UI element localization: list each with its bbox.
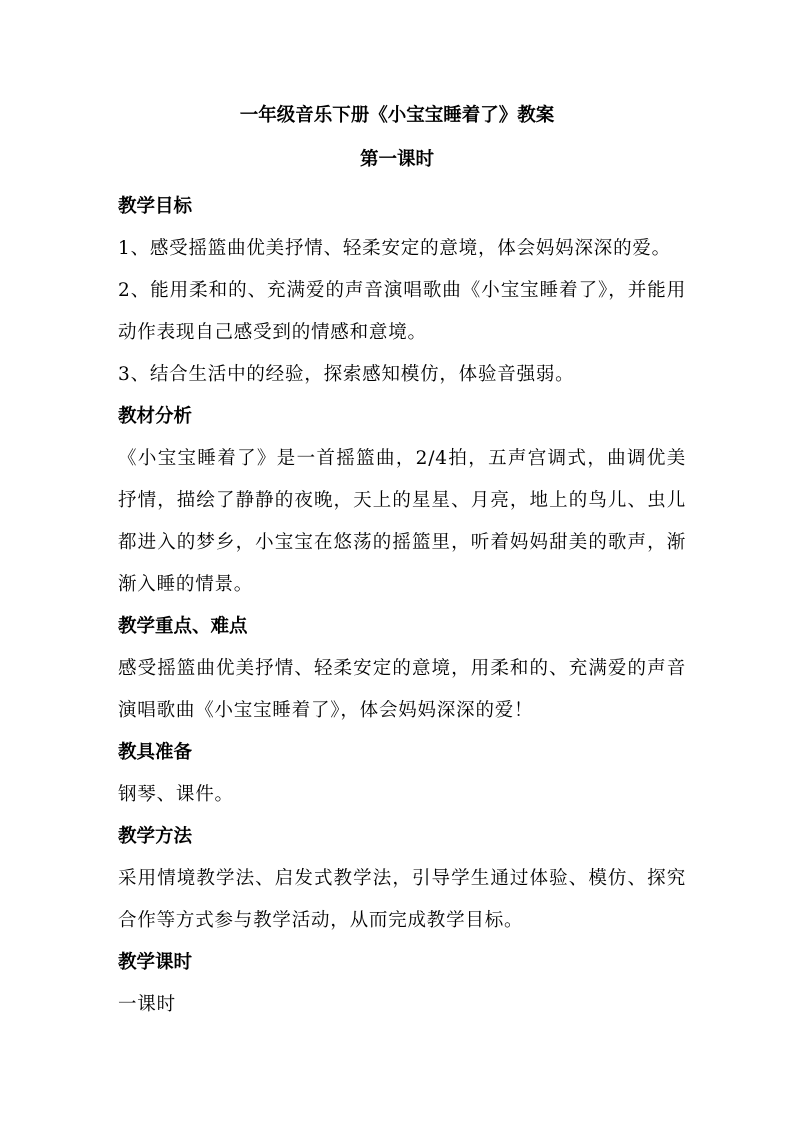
document-subtitle: 第一课时 [359, 149, 434, 170]
materials-paragraph: 钢琴、课件。 [118, 784, 234, 805]
analysis-paragraph: 《小宝宝睡着了》是一首摇篮曲，2/4拍，五声宫调式，曲调优美抒情，描绘了静静的夜晚，天上的星星、月亮，地上的鸟儿、虫儿都进入的梦乡，小宝宝在悠荡的摇篮里，听着妈妈甜美的歌声，渐渐入睡的情景。 [118, 448, 686, 595]
section-heading-materials: 教具准备 [118, 742, 193, 763]
objective-item-3: 3、结合生活中的经验，探索感知模仿，体验音强弱。 [118, 364, 575, 385]
document-body [118, 186, 686, 1026]
methods-paragraph: 采用情境教学法、启发式教学法，引导学生通过体验、模仿、探究合作等方式参与教学活动，从而完成教学目标。 [118, 868, 686, 931]
objective-item-2: 2、能用柔和的、充满爱的声音演唱歌曲《小宝宝睡着了》，并能用动作表现自己感受到的情感和意境。 [118, 280, 686, 343]
section-heading-analysis: 教材分析 [118, 406, 193, 427]
section-heading-key-points: 教学重点、难点 [118, 616, 248, 637]
objective-item-1: 1、感受摇篮曲优美抒情、轻柔安定的意境，体会妈妈深深的爱。 [118, 238, 671, 259]
section-heading-methods: 教学方法 [118, 826, 193, 847]
document-title: 一年级音乐下册《小宝宝睡着了》教案 [239, 105, 555, 126]
section-heading-duration: 教学课时 [118, 952, 193, 973]
duration-paragraph: 一课时 [118, 994, 176, 1015]
key-points-paragraph: 感受摇篮曲优美抒情、轻柔安定的意境，用柔和的、充满爱的声音演唱歌曲《小宝宝睡着了》，体会妈妈深深的爱！ [118, 658, 686, 721]
section-heading-objectives: 教学目标 [118, 196, 193, 217]
